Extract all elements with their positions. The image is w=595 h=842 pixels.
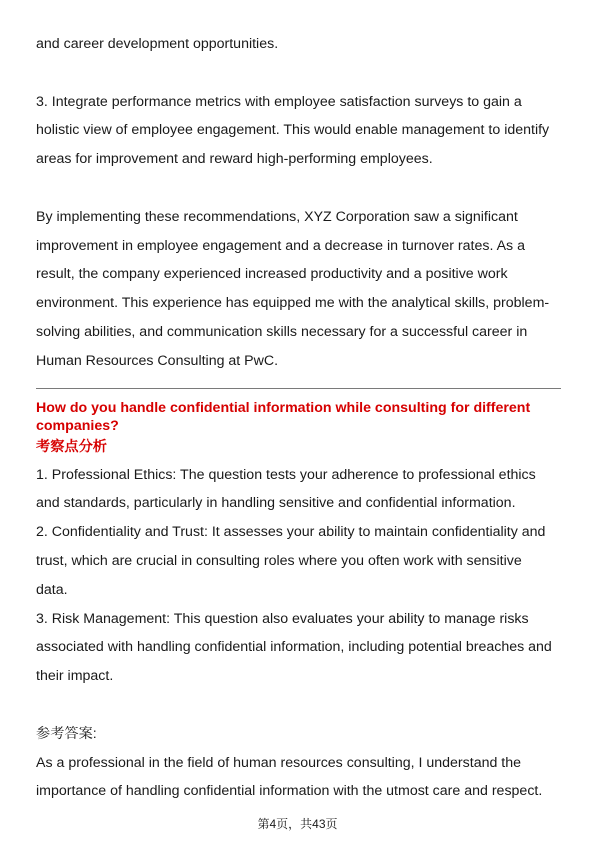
outcome-paragraph <box>36 203 561 376</box>
document-page <box>36 0 561 806</box>
recommendation-3-line: 3. Integrate performance metrics with employee satisfaction surveys to gain a <box>36 93 522 110</box>
recommendation-3-line: holistic view of employee engagement. This would enable management to identify <box>36 122 550 139</box>
page-number-footer: 第4页，共43页 <box>257 817 338 831</box>
analysis-label: 考察点分析 <box>36 438 107 455</box>
analysis-points <box>36 461 561 691</box>
analysis-line: their impact. <box>36 668 114 685</box>
outcome-line: environment. This experience has equipped me with the analytical skills, problem- <box>36 295 550 312</box>
answer-label: 参考答案: <box>36 725 97 742</box>
analysis-line: associated with handling confidential information, including potential breaches and <box>36 639 552 656</box>
section-divider <box>36 388 561 389</box>
answer-line: As a professional in the field of human resources consulting, I understand the <box>36 754 522 771</box>
analysis-line: data. <box>36 581 68 598</box>
outcome-line: result, the company experienced increased productivity and a positive work <box>36 266 508 283</box>
question-heading: How do you handle confidential information while consulting for different companies? <box>36 399 531 434</box>
outcome-line: By implementing these recommendations, XYZ Corporation saw a significant <box>36 208 518 225</box>
analysis-line: and standards, particularly in handling sensitive and confidential information. <box>36 495 516 512</box>
recommendation-3 <box>36 88 561 174</box>
answer-paragraph <box>36 749 561 807</box>
intro-continuation: and career development opportunities. <box>36 36 279 52</box>
outcome-line: improvement in employee engagement and a decrease in turnover rates. As a <box>36 237 525 254</box>
answer-line: importance of handling confidential information with the utmost care and respect. <box>36 783 543 800</box>
analysis-line: 1. Professional Ethics: The question tests your adherence to professional ethics <box>36 466 536 483</box>
outcome-line: Human Resources Consulting at PwC. <box>36 352 279 369</box>
analysis-line: 2. Confidentiality and Trust: It assesses your ability to maintain confidentiality and <box>36 524 546 541</box>
outcome-line: solving abilities, and communication skills necessary for a successful career in <box>36 323 528 340</box>
analysis-line: 3. Risk Management: This question also evaluates your ability to manage risks <box>36 610 529 627</box>
analysis-line: trust, which are crucial in consulting roles where you often work with sensitive <box>36 552 522 569</box>
recommendation-3-line: areas for improvement and reward high-performing employees. <box>36 151 433 168</box>
